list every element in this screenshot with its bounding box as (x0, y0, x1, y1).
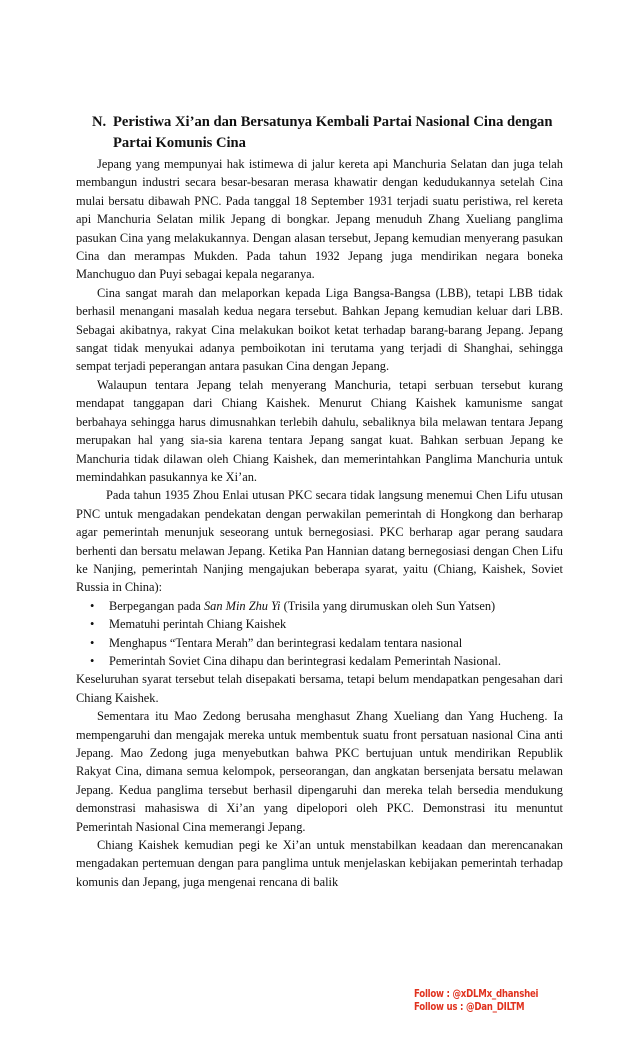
paragraph-2: Cina sangat marah dan melaporkan kepada Liga Bangsa-Bangsa (LBB), tetapi LBB tidak berhasil menangani masalah kedua negara tersebut. Bahkan Jepang kemudian keluar dari LBB. Sebagai akibatnya, rakyat Cina melakukan boikot ketat terhadap barang-barang Jepang. Jepang sangat tidak menyukai adanya pemboikotan ini terutama yang terjadi di Shanghai, sehingga sempat terjadi peperangan antara pasukan Cina dengan Jepang. (76, 285, 563, 374)
section-title: Peristiwa Xi’an dan Bersatunya Kembali Partai Nasional Cina dengan Partai Komunis Cina (113, 114, 553, 151)
paragraph-6: Sementara itu Mao Zedong berusaha menghasut Zhang Xueliang dan Yang Hucheng. Ia mempengaruhi dan mengajak mereka untuk membentuk suatu front persatuan nasional Cina anti Jepang. Mao Zedong juga menyebutkan bahwa PKC bertujuan untuk mendirikan Republik Rakyat Cina, dimana semua kelompok, perseorangan, dan angkatan bersenjata bersatu melawan Jepang. Kedua panglima tersebut berhasil dipengaruhi dan mereka telah bersedia mendukung demonstrasi mahasiswa di Xi’an yang dipelopori oleh PKC. Demonstrasi itu menuntut Pemerintah Nasional Cina memerangi Jepang. (76, 709, 563, 834)
paragraph-5: Keseluruhan syarat tersebut telah disepakati bersama, tetapi belum mendapatkan pengesahan dari Chiang Kaishek. (76, 672, 563, 705)
list-item-italic: San Min Zhu Yi (203, 598, 281, 613)
list-item-text-pre: Berpegangan pada (109, 598, 204, 613)
section-heading (92, 112, 563, 154)
bullet-icon: • (90, 653, 95, 668)
bullet-icon: • (90, 617, 95, 632)
list-item-text: Mematuhi perintah Chiang Kaishek (109, 617, 287, 632)
list-item-text-post: (Trisila yang dirumuskan oleh Sun Yatsen) (280, 598, 496, 613)
conditions-list (76, 597, 563, 671)
paragraph-3: Walaupun tentara Jepang telah menyerang Manchuria, tetapi serbuan tersebut kurang mendapat tanggapan dari Chiang Kaishek. Menurut Chiang Kaishek kamunisme sangat berbahaya sehingga harus dimusnahkan terlebih dahulu, sebaliknya bila melawan tentara Jepang merupakan hal yang sia-sia karena tentara Jepang sangat kuat. Bahkan serbuan Jepang ke Manchuria tidak dilawan oleh Chiang Kaishek, dan memerintahkan Panglima Manchuria untuk memindahkan pasukannya ke Xi’an. (76, 377, 563, 484)
list-item-text: Menghapus “Tentara Merah” dan berintegrasi kedalam tentara nasional (109, 635, 463, 650)
list-item (76, 597, 563, 615)
list-item (76, 652, 563, 670)
list-item (76, 615, 563, 633)
paragraph-4: Pada tahun 1935 Zhou Enlai utusan PKC secara tidak langsung menemui Chen Lifu utusan PNC untuk mengadakan pendekatan dengan perwakilan pemerintah di Hongkong dan berharap agar pemerintah menunjuk seseorang untuk bernegosiasi. PKC berharap agar perang saudara berhenti dan bersatu melawan Jepang. Ketika Pan Hannian datang bernegosiasi dengan Chen Lifu ke Nanjing, pemerintah Nanjing mengajukan beberapa syarat, yaitu (Chiang, Kaishek, Soviet Russia in China): (76, 488, 563, 595)
paragraph-1: Jepang yang mempunyai hak istimewa di jalur kereta api Manchuria Selatan dan juga telah membangun industri secara besar-besaran merasa khawatir dengan kedudukannya setelah Cina mulai bersatu dibawah PNC. Pada tanggal 18 September 1931 terjadi suatu peristiwa, rel kereta api Manchuria Selatan milik Jepang di bongkar. Jepang menuduh Zhang Xueliang panglima pasukan Cina yang melakukannya. Dengan alasan tersebut, Jepang kemudian menyerang pasukan Cina dan merampas Mukden. Pada tahun 1932 Jepang juga mendirikan negara boneka Manchuguo dan Puyi sebagai kepala negaranya. (76, 157, 563, 282)
footer-line-2: Follow us : @Dan_DILTM (414, 1001, 525, 1013)
document-body (76, 112, 563, 891)
footer-line-1: Follow : @xDLMx_dhanshei (414, 988, 539, 1000)
paragraph-7: Chiang Kaishek kemudian pegi ke Xi’an untuk menstabilkan keadaan dan merencanakan mengadakan pertemuan dengan para panglima untuk menjelaskan kebijakan pemerintah terhadap komunis dan Jepang, juga mengenai rencana di balik (76, 838, 563, 889)
bullet-icon: • (90, 598, 95, 613)
list-item (76, 634, 563, 652)
bullet-icon: • (90, 635, 95, 650)
section-number: N. (92, 114, 107, 130)
list-item-text: Pemerintah Soviet Cina dihapu dan berintegrasi kedalam Pemerintah Nasional. (109, 653, 501, 668)
footer-credits (414, 988, 538, 1014)
